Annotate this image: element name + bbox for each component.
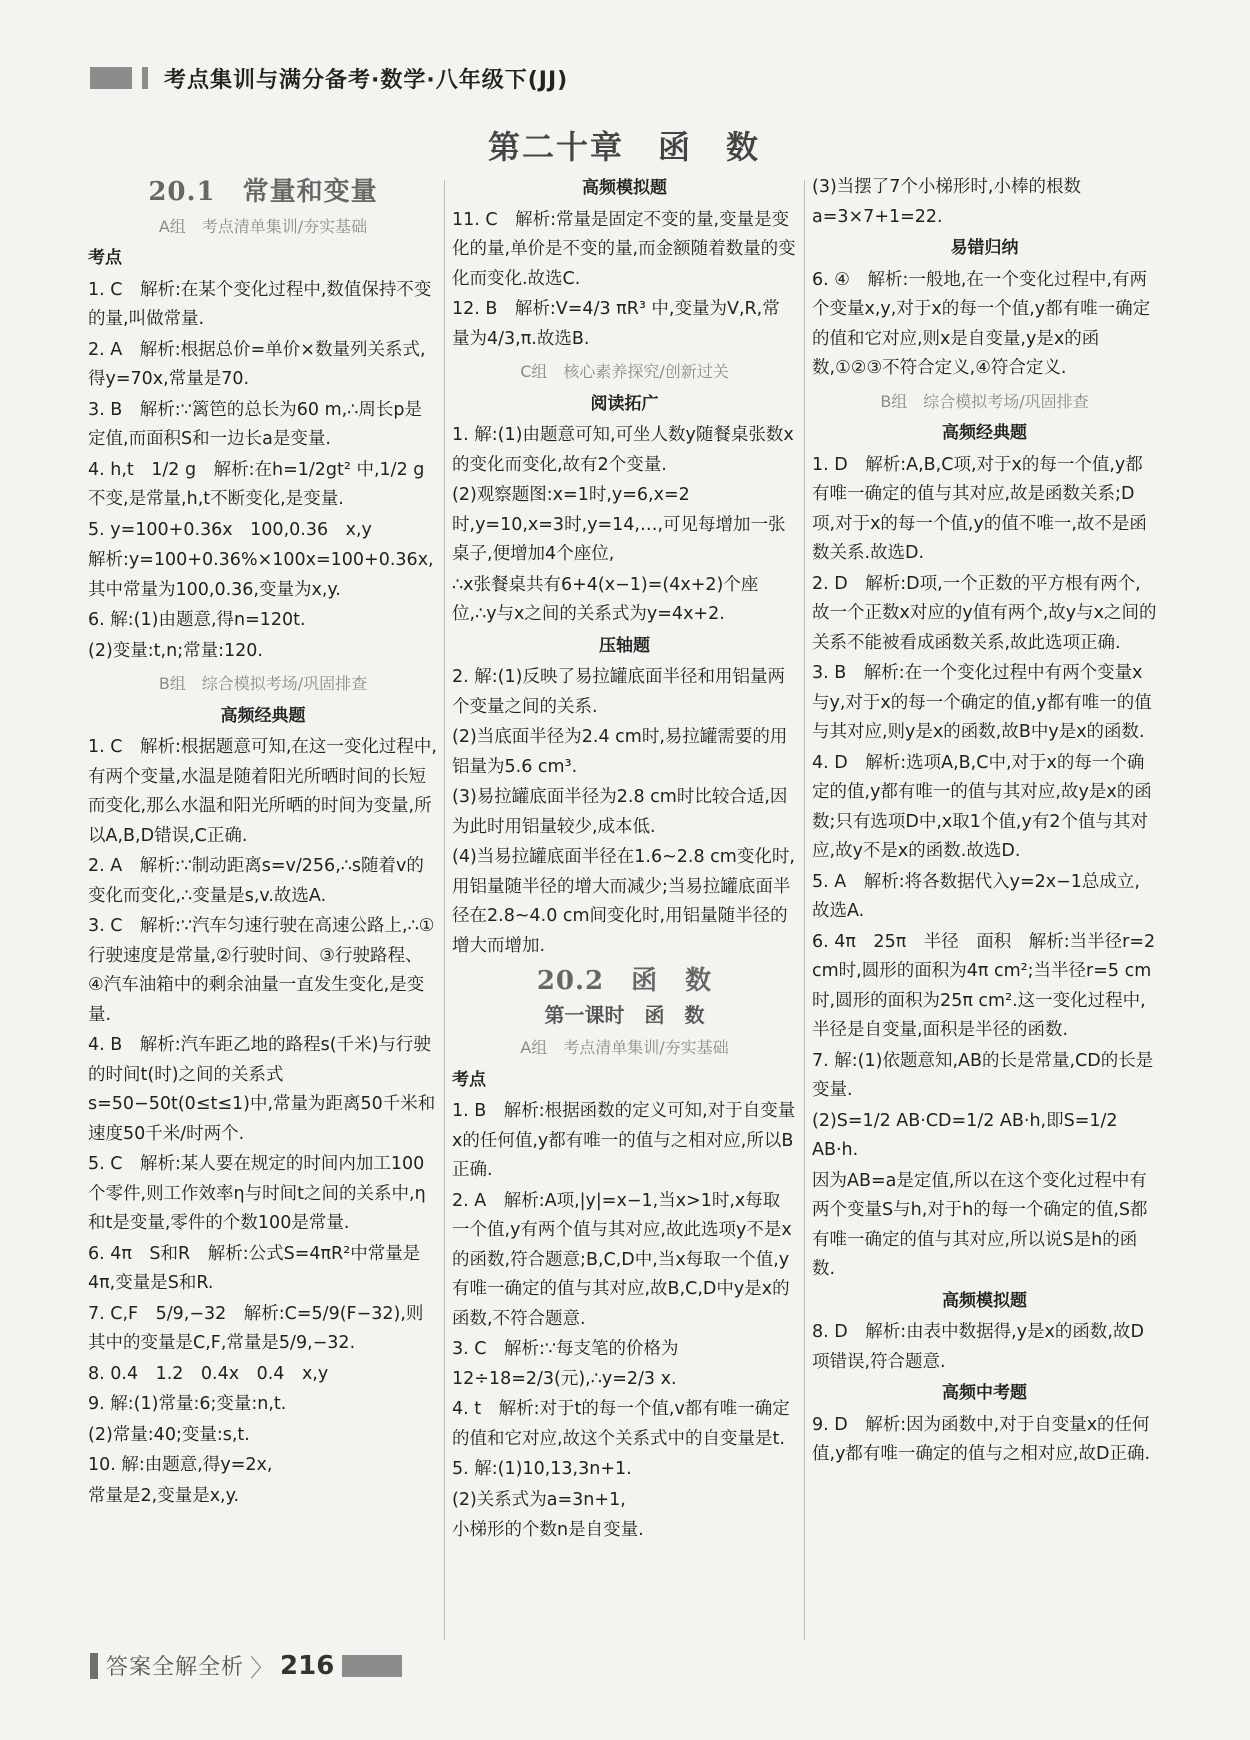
answer-item: 6. ④ 解析:一般地,在一个变化过程中,有两个变量x,y,对于x的每一个值,y都有唯一确定的值和它对应,则x是自变量,y是x的函数,①②③不符合定义,④符合定义.: [812, 269, 1151, 378]
answer-item: 1. C 解析:在某个变化过程中,数值保持不变的量,叫做常量.: [88, 279, 432, 329]
answer-item: 解析:y=100+0.36%×100x=100+0.36x,其中常量为100,0.36,变量为x,y.: [88, 550, 434, 600]
answer-item: 8. D 解析:由表中数据得,y是x的函数,故D项错误,符合题意.: [812, 1322, 1144, 1372]
group-heading: C组 核心素养探究/创新过关: [520, 362, 729, 381]
answer-item: 常量是2,变量是x,y.: [88, 1485, 240, 1506]
answer-item: 10. 解:由题意,得y=2x,: [88, 1455, 273, 1475]
answer-item: 12. B 解析:V=4/3 πR³ 中,变量为V,R,常量为4/3,π.故选B.: [452, 299, 780, 349]
answer-item: (2)关系式为a=3n+1,: [452, 1489, 626, 1510]
kaodian-label: 考点: [452, 1069, 486, 1090]
answer-item: 9. D 解析:因为函数中,对于自变量x的任何值,y都有唯一确定的值与之相对应,故D正确.: [812, 1414, 1151, 1464]
answer-list: [452, 663, 797, 961]
footer-label: 答案全解全析: [106, 1655, 245, 1680]
column-2: [452, 172, 797, 1547]
answer-item: 4. D 解析:选项A,B,C中,对于x的每一个确定的值,y都有唯一的值与其对应,故y是x的函数;只有选项D中,x取1个值,y有2个值与其对应,故y不是x的函数.故选D.: [812, 752, 1152, 861]
header-decor-bar: [90, 67, 132, 89]
lesson-title: 第一课时 函 数: [544, 1002, 705, 1027]
chevron-right-icon: 〉: [250, 1654, 275, 1682]
answer-list: [452, 421, 797, 630]
chapter-title: 第二十章 函 数: [488, 128, 761, 166]
answer-item: 2. A 解析:∵制动距离s=v/256,∴s随着v的变化而变化,∴变量是s,v.故选A.: [88, 856, 424, 906]
answer-item: 1. 解:(1)由题意可知,可坐人数y随餐桌张数x的变化而变化,故有2个变量.: [452, 425, 794, 475]
answer-item: 11. C 解析:常量是固定不变的量,变量是变化的量,单价是不变的量,而金额随着数量的变化而变化.故选C.: [452, 209, 796, 289]
column-3: [812, 172, 1161, 1471]
subsection-heading: 压轴题: [599, 635, 650, 656]
answer-item: 2. D 解析:D项,一个正数的平方根有两个,故一个正数x对应的y值有两个,故y与x之间的关系不能被看成函数关系,故此选项正确.: [812, 573, 1157, 653]
subsection-heading: 高频经典题: [220, 705, 306, 726]
page-footer: [90, 1648, 402, 1683]
kaodian-label: 考点: [88, 248, 122, 268]
answer-item: ∴x张餐桌共有6+4(x−1)=(4x+2)个座位,∴y与x之间的关系式为y=4x+2.: [452, 574, 759, 624]
answer-item: 3. B 解析:在一个变化过程中有两个变量x与y,对于x的每一个确定的值,y都有唯一的值与其对应,则y是x的函数,故B中y是x的函数.: [812, 663, 1152, 742]
answer-item: 6. 4π 25π 半径 面积 解析:当半径r=2 cm时,圆形的面积为4π cm²;当半径r=5 cm时,圆形的面积为25π cm².这一变化过程中,半径是自变量,面积是半径的函数.: [812, 931, 1161, 1040]
group-heading: A组 考点清单集训/夯实基础: [520, 1038, 729, 1057]
answer-item: (3)当摆了7个小梯形时,小棒的根数a=3×7+1=22.: [812, 177, 1081, 227]
header-title: 考点集训与满分备考·数学·八年级下(JJ): [164, 67, 569, 93]
answer-item: (3)易拉罐底面半径为2.8 cm时比较合适,因为此时用铝量较少,成本低.: [452, 787, 788, 837]
subsection-heading: 高频模拟题: [942, 1290, 1027, 1311]
column-1: [88, 172, 438, 1512]
answer-item: 7. 解:(1)依题意知,AB的长是常量,CD的长是变量.: [812, 1050, 1154, 1100]
answer-item: 9. 解:(1)常量:6;变量:n,t.: [88, 1394, 287, 1414]
answer-item: 1. B 解析:根据函数的定义可知,对于自变量x的任何值,y都有唯一的值与之相对应,所以B正确.: [452, 1101, 796, 1180]
answer-list: [88, 276, 438, 667]
group-heading: B组 综合模拟考场/巩固排查: [158, 674, 368, 693]
answer-item: (2)S=1/2 AB·CD=1/2 AB·h,即S=1/2 AB·h.: [812, 1110, 1124, 1160]
answer-item: 5. C 解析:某人要在规定的时间内加工100个零件,则工作效率η与时间t之间的关系中,η和t是变量,零件的个数100是常量.: [88, 1154, 426, 1233]
answer-item: 2. A 解析:根据总价=单价×数量列关系式,得y=70x,常量是70.: [88, 339, 426, 389]
subsection-heading: 高频中考题: [942, 1383, 1027, 1403]
answer-list: [452, 206, 797, 355]
answer-item: 6. 解:(1)由题意,得n=120t.: [88, 610, 306, 630]
answer-item: 4. t 解析:对于t的每一个值,v都有唯一确定的值和它对应,故这个关系式中的自变量是t.: [452, 1399, 790, 1449]
answer-item: 3. C 解析:∵每支笔的价格为12÷18=2/3(元),∴y=2/3 x.: [452, 1339, 679, 1389]
answer-item: 4. h,t 1/2 g 解析:在h=1/2gt² 中,1/2 g不变,是常量,h,t不断变化,是变量.: [88, 459, 425, 509]
answer-list: [812, 1318, 1157, 1377]
page-header: [90, 62, 568, 94]
footer-decor-tail: [342, 1655, 402, 1677]
group-heading: B组 综合模拟考场/巩固排查: [880, 391, 1089, 411]
answer-list: [88, 733, 438, 1511]
answer-item: 1. D 解析:A,B,C项,对于x的每一个值,y都有唯一确定的值与其对应,故是函数关系;D项,对于x的每一个值,y的值不唯一,故不是函数关系.故选D.: [812, 454, 1147, 563]
answer-item: 5. y=100+0.36x 100,0.36 x,y: [88, 519, 372, 540]
answer-item: (2)观察题图:x=1时,y=6,x=2时,y=10,x=3时,y=14,…,可见每增加一张桌子,便增加4个座位,: [452, 485, 786, 564]
answer-item: 5. A 解析:将各数据代入y=2x−1总成立,故选A.: [812, 871, 1140, 921]
answer-item: 3. C 解析:∵汽车匀速行驶在高速公路上,∴①行驶速度是常量,②行驶时间、③行驶路程、④汽车油箱中的剩余油量一直发生变化,是变量.: [88, 916, 435, 1025]
answer-item: 2. 解:(1)反映了易拉罐底面半径和用铝量两个变量之间的关系.: [452, 667, 785, 717]
page-number: 216: [280, 1650, 335, 1681]
answer-item: 8. 0.4 1.2 0.4x 0.4 x,y: [88, 1363, 329, 1384]
answer-item: 7. C,F 5/9,−32 解析:C=5/9(F−32),则其中的变量是C,F,常量是5/9,−32.: [88, 1303, 424, 1353]
footer-decor-bar: [90, 1653, 98, 1679]
group-heading: A组 考点清单集训/夯实基础: [158, 216, 368, 236]
answer-item: 2. A 解析:A项,|y|=x−1,当x>1时,x每取一个值,y有两个值与其对应,故此选项y不是x的函数,符合题意;B,C,D中,当x每取一个值,y有唯一确定的值与其对应,故B,C,D中y是x的函数,不符合题意.: [452, 1190, 792, 1329]
subsection-heading: 高频模拟题: [582, 178, 667, 198]
answer-item: (2)当底面半径为2.4 cm时,易拉罐需要的用铝量为5.6 cm³.: [452, 727, 788, 777]
answer-item: 小梯形的个数n是自变量.: [452, 1520, 644, 1540]
answer-list: [812, 1411, 1157, 1470]
answer-list: [812, 173, 1157, 232]
answer-item: 1. C 解析:根据题意可知,在这一变化过程中,有两个变量,水温是随着阳光所晒时间的长短而变化,那么水温和阳光所晒的时间为变量,所以A,B,D错误,C正确.: [88, 737, 437, 846]
answer-item: 4. B 解析:汽车距乙地的路程s(千米)与行驶的时间t(时)之间的关系式s=50−50t(0≤t≤1)中,常量为距离50千米和速度50千米/时两个.: [88, 1035, 436, 1144]
section-title: 20.1 常量和变量: [148, 177, 378, 207]
answer-list: [452, 1097, 797, 1546]
header-decor-bar-thin: [142, 67, 148, 89]
answer-item: 6. 4π S和R 解析:公式S=4πR²中常量是4π,变量是S和R.: [88, 1243, 421, 1293]
answer-item: 3. B 解析:∵篱笆的总长为60 m,∴周长p是定值,而面积S和一边长a是变量.: [88, 399, 422, 449]
answer-item: (2)常量:40;变量:s,t.: [88, 1424, 250, 1445]
answer-item: 因为AB=a是定值,所以在这个变化过程中有两个变量S与h,对于h的每一个确定的值,S都有唯一确定的值与其对应,所以说S是h的函数.: [812, 1170, 1148, 1279]
column-divider: [444, 180, 445, 1640]
subsection-heading: 阅读拓广: [590, 393, 659, 414]
answer-list: [812, 451, 1161, 1285]
answer-list: [812, 266, 1157, 384]
subsection-heading: 高频经典题: [942, 423, 1027, 443]
answer-item: (4)当易拉罐底面半径在1.6~2.8 cm变化时,用铝量随半径的增大而减少;当易拉罐底面半径在2.8~4.0 cm间变化时,用铝量随半径的增大而增加.: [452, 847, 795, 956]
subsection-heading: 易错归纳: [950, 238, 1019, 258]
column-divider: [804, 180, 805, 1640]
answer-item: 5. 解:(1)10,13,3n+1.: [452, 1459, 632, 1479]
answer-item: (2)变量:t,n;常量:120.: [88, 640, 263, 661]
section-title: 20.2 函 数: [536, 966, 713, 996]
